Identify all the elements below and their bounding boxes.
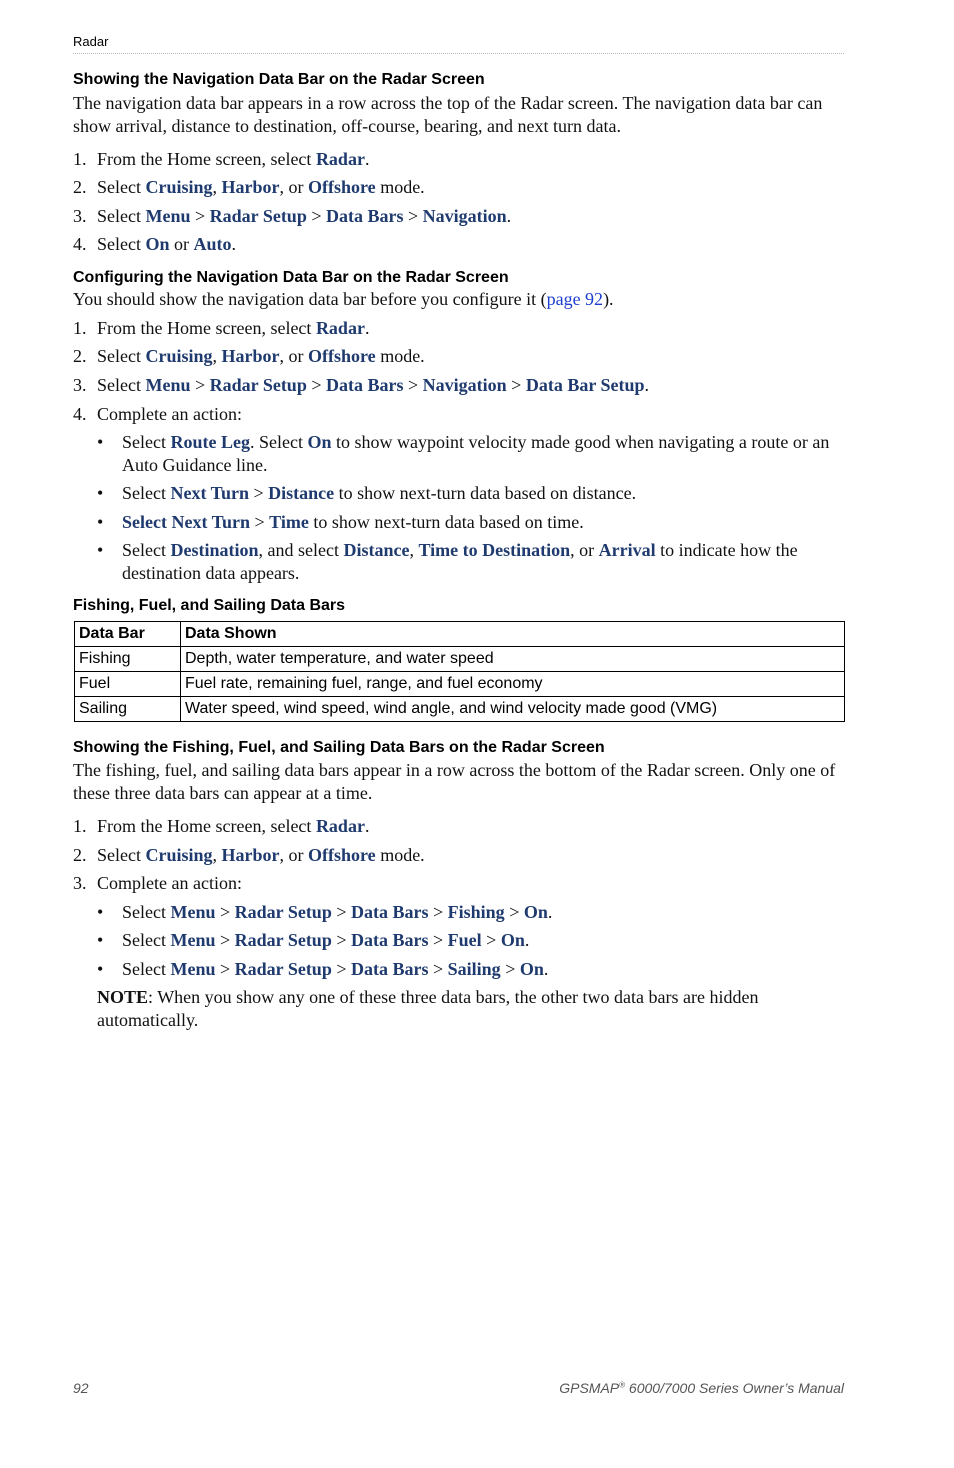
section-heading-config-nav-data-bar: Configuring the Navigation Data Bar on the Radar Screen — [73, 269, 509, 286]
section-heading-nav-data-bar: Showing the Navigation Data Bar on the Radar Screen — [73, 71, 485, 88]
table-cell: Sailing — [75, 697, 181, 722]
table-row — [75, 672, 845, 697]
manual-title: GPSMAP® 6000/7000 Series Owner’s Manual — [559, 1380, 844, 1396]
header-divider — [73, 53, 844, 54]
data-bars-table — [74, 621, 845, 722]
table-row — [75, 697, 845, 722]
section-intro-nav-data-bar: The navigation data bar appears in a row across the top of the Radar screen. The navigation data bar can show arrival, distance to destination, off-course, bearing, and next turn data. — [73, 93, 823, 136]
table-cell: Fuel — [75, 672, 181, 697]
section-heading-data-bars-table: Fishing, Fuel, and Sailing Data Bars — [73, 597, 346, 614]
page-link[interactable]: page 92 — [546, 289, 604, 309]
table-cell: Water speed, wind speed, wind angle, and wind velocity made good (VMG) — [181, 697, 845, 722]
table-cell: Fuel rate, remaining fuel, range, and fuel economy — [181, 672, 845, 697]
table-row — [75, 647, 845, 672]
section-intro-fishing-fuel-sailing: The fishing, fuel, and sailing data bars appear in a row across the bottom of the Radar screen. Only one of these three data bars can appear at a time. — [73, 760, 836, 803]
running-header: Radar — [73, 34, 109, 49]
section-heading-fishing-fuel-sailing: Showing the Fishing, Fuel, and Sailing Data Bars on the Radar Screen — [73, 739, 605, 756]
table-cell: Fishing — [75, 647, 181, 672]
note-label: NOTE — [97, 987, 149, 1007]
page-number: 92 — [73, 1380, 89, 1396]
column-header: Data Bar — [75, 622, 181, 647]
table-header-row — [75, 622, 845, 647]
section-intro-config: You should show the navigation data bar before you configure it (page 92). — [73, 289, 614, 309]
note-text: : When you show any one of these three data bars, the other two data bars are hidden automatically. — [97, 987, 759, 1030]
table-cell: Depth, water temperature, and water speed — [181, 647, 845, 672]
column-header: Data Shown — [181, 622, 845, 647]
note — [97, 986, 857, 1032]
